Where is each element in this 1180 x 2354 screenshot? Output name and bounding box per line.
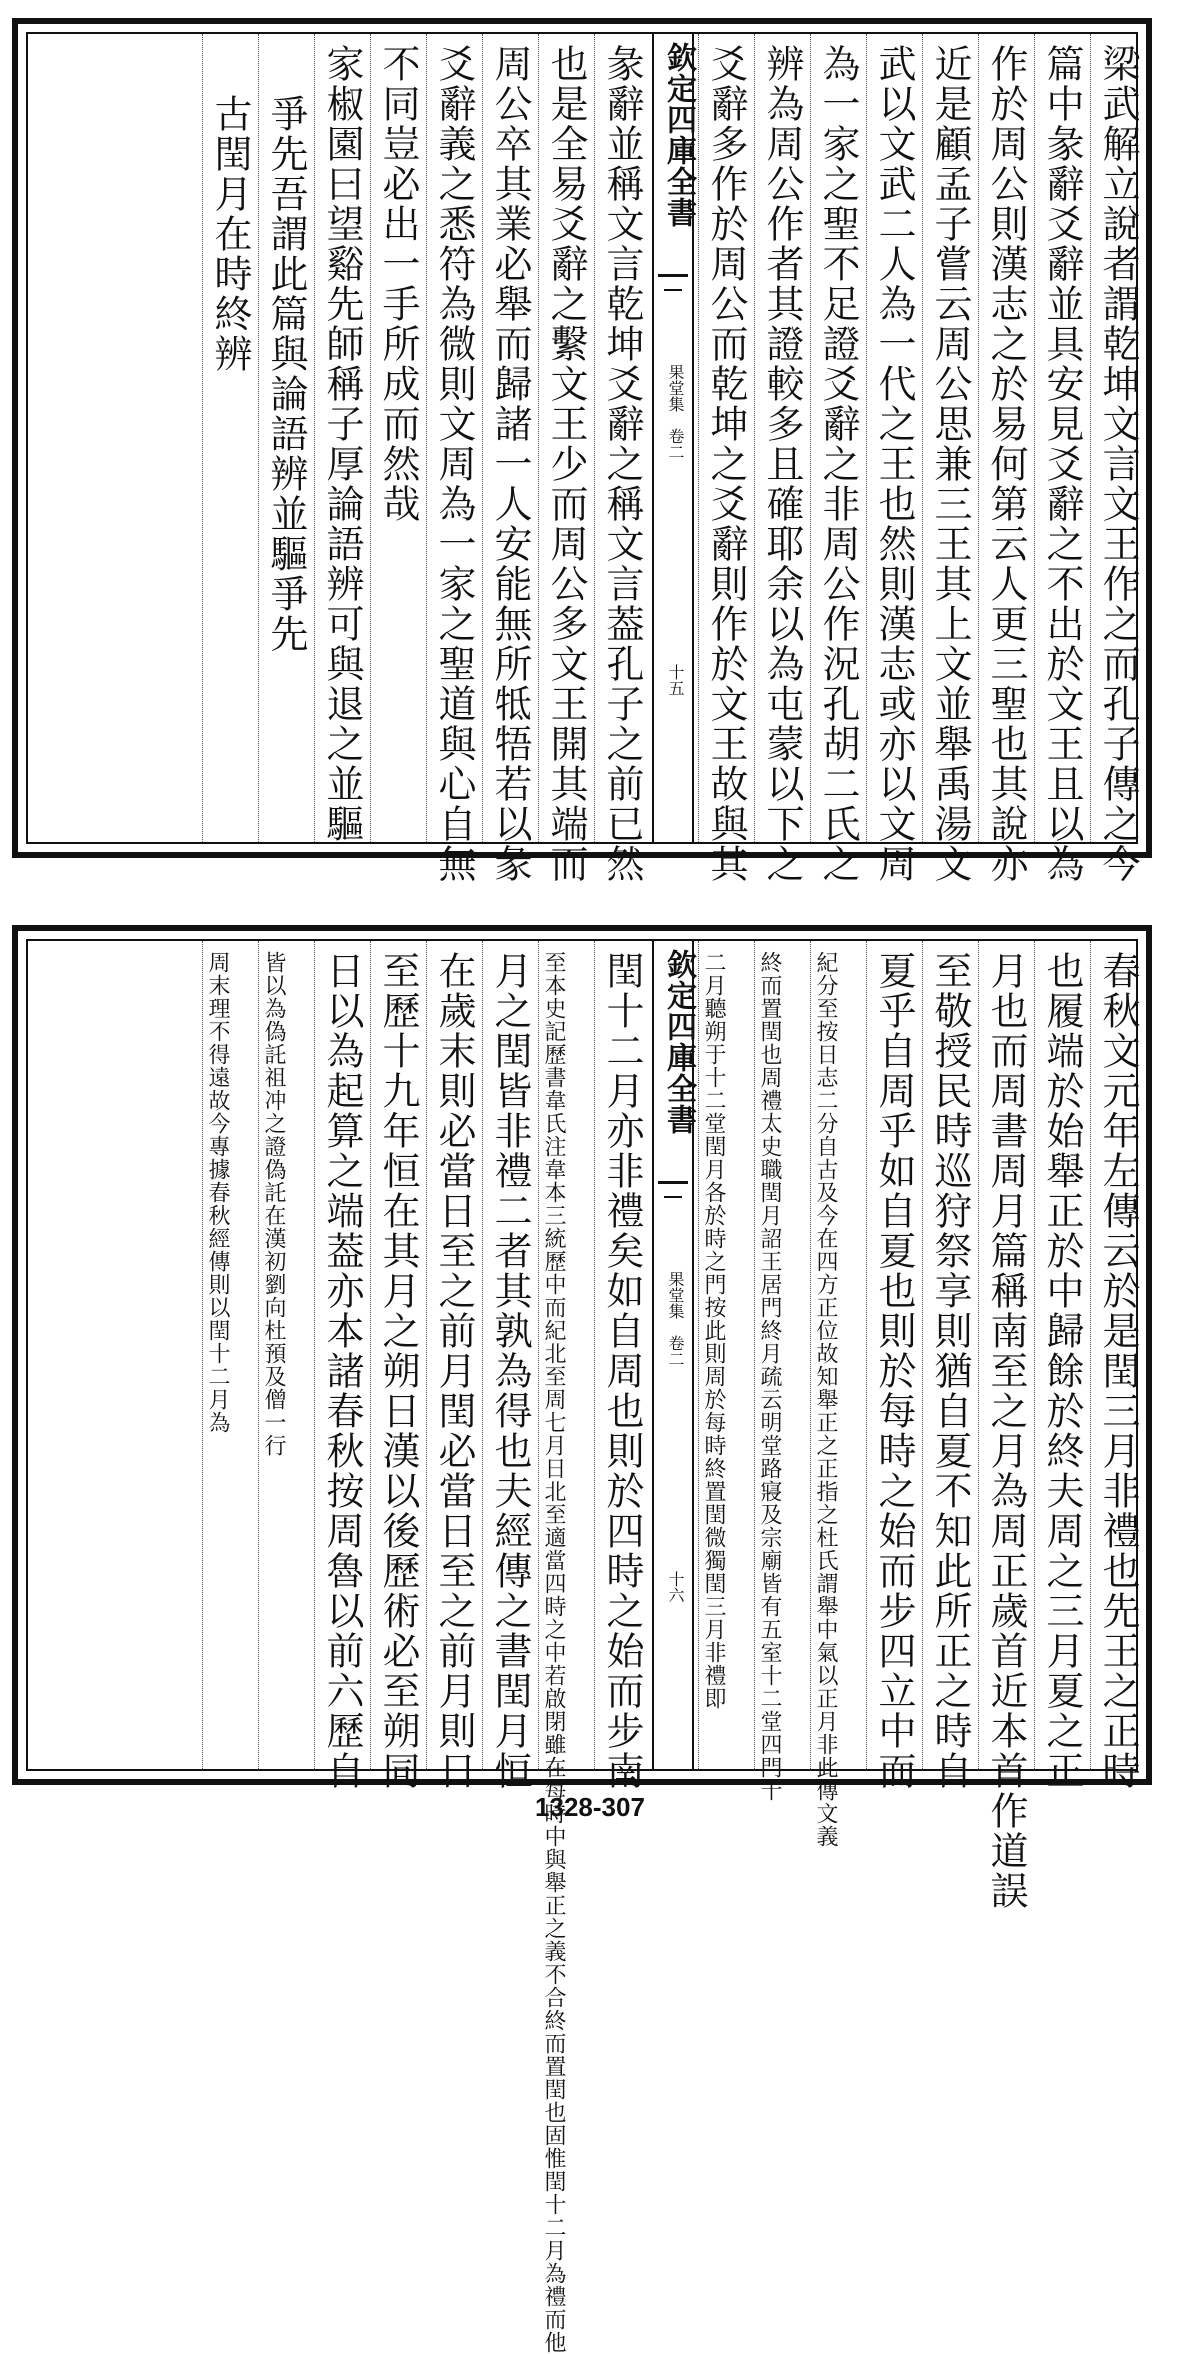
text-column — [978, 941, 1032, 1911]
text-column — [1034, 34, 1088, 884]
column-text: 皆以為偽託祖冲之證偽託在漢初劉向杜預及僧一行 — [261, 951, 286, 1457]
text-column — [314, 941, 368, 1791]
column-text: 周末理不得遠故今專據春秋經傳則以閏十二月為 — [205, 951, 230, 1434]
text-column — [426, 941, 480, 1791]
center-strip — [652, 34, 694, 842]
column-text: 至歷十九年恒在其月之朔日漢以後歷術必至朔同 — [376, 951, 420, 1791]
column-text: 也是全易爻辭之繫文王少而周公多文王開其端而 — [544, 44, 588, 884]
column-text: 爻辭多作於周公而乾坤之爻辭則作於文王故與其 — [704, 44, 748, 884]
fish-tail-mark — [658, 1181, 688, 1202]
column-text: 紀分至按日志二分自古及今在四方正位故知舉正之正指之杜氏謂舉中氣以正月非此傳文義 — [813, 951, 838, 1848]
text-column — [594, 34, 648, 884]
column-text: 也履端於始舉正於中歸餘於終夫周之三月夏之正 — [1040, 951, 1084, 1791]
text-column — [866, 941, 920, 1791]
text-column — [314, 34, 368, 842]
text-column — [810, 34, 864, 884]
column-text: 日以為起算之端葢亦本諸春秋按周魯以前六歷自 — [320, 951, 364, 1791]
text-column — [754, 941, 808, 1802]
text-column — [538, 34, 592, 884]
text-column — [922, 34, 976, 884]
column-text: 至敬授民時巡狩祭享則猶自夏不知此所正之時自 — [928, 951, 972, 1791]
column-text: 夏乎自周乎如自夏也則於每時之始而步四立中而 — [872, 951, 916, 1791]
column-text: 閏十二月亦非禮矣如自周也則於四時之始而步南 — [600, 951, 644, 1791]
column-text: 月也而周書周月篇稱南至之月為周正歲首近本首作道誤 — [984, 951, 1028, 1911]
column-text: 爻辭義之悉符為微則文周為一家之聖道與心自無 — [432, 44, 476, 884]
library-title: 欽定四庫全書 — [661, 42, 696, 228]
fish-tail-mark — [658, 274, 688, 295]
text-column — [482, 34, 536, 884]
top-page-frame — [26, 32, 1140, 884]
text-column — [258, 34, 312, 842]
text-column — [922, 941, 976, 1791]
column-text: 周公卒其業必舉而歸諸一人安能無所牴牾若以彖 — [488, 44, 532, 884]
text-column — [202, 34, 256, 842]
text-column — [1034, 941, 1088, 1791]
text-column — [754, 34, 808, 884]
column-text: 彖辭並稱文言乾坤爻辭之稱文言葢孔子之前已然 — [600, 44, 644, 884]
library-title: 欽定四庫全書 — [661, 949, 696, 1135]
text-column — [594, 941, 648, 1791]
page-footer-number: 1328-307 — [535, 1792, 645, 1822]
text-column — [1090, 941, 1144, 1791]
page-number: 十五 — [666, 664, 685, 696]
column-text: 至本史記歷書韋氏注韋本三統歷中而紀北至周七月日北至適當四時之中若啟閉雖在每時中與舉正之義不合終而置閏也固惟閏十二月為禮而他 — [541, 951, 566, 2354]
column-text: 近是顧孟子嘗云周公思兼三王其上文並舉禹湯文 — [928, 44, 972, 884]
column-text: 終而置閏也周禮太史職閏月詔王居門終月疏云明堂路寢及宗廟皆有五室十二堂四門十 — [757, 951, 782, 1802]
column-text: 篇中彖辭爻辭並具安見爻辭之不出於文王且以為 — [1040, 44, 1084, 884]
book-title: 果堂集 卷二 — [666, 364, 685, 460]
column-text: 古閏月在時終辨 — [208, 94, 252, 374]
text-column — [370, 34, 424, 842]
column-text: 梁武解立說者謂乾坤文言文王作之而孔子傳之今 — [1096, 44, 1140, 884]
text-column — [202, 941, 256, 1769]
column-text: 二月聽朔于十二堂閏月各於時之門按此則周於每時終置閏微獨閏三月非禮即 — [701, 951, 726, 1710]
column-text: 為一家之聖不足證爻辭之非周公作況孔胡二氏之 — [816, 44, 860, 884]
text-column — [370, 941, 424, 1791]
text-column — [978, 34, 1032, 884]
column-text: 家椒園曰望谿先師稱子厚論語辨可與退之並驅 — [320, 44, 364, 844]
text-column — [810, 941, 864, 1848]
text-column — [538, 941, 592, 2354]
column-text: 辨為周公作者其證較多且確耶余以為屯蒙以下之 — [760, 44, 804, 884]
column-text: 作於周公則漢志之於易何第云人更三聖也其說亦 — [984, 44, 1028, 884]
column-text: 春秋文元年左傳云於是閏三月非禮也先王之正時 — [1096, 951, 1140, 1791]
text-column — [866, 34, 920, 884]
text-column — [698, 941, 752, 1769]
text-column — [426, 34, 480, 884]
column-text: 在歲末則必當日至之前月閏必當日至之前月則日 — [432, 951, 476, 1791]
column-text: 不同豈必出一手所成而然哉 — [376, 44, 420, 524]
text-column — [482, 941, 536, 1791]
text-column — [698, 34, 752, 884]
book-title: 果堂集 卷二 — [666, 1271, 685, 1367]
column-text: 月之閏皆非禮二者其孰為得也夫經傳之書閏月恒 — [488, 951, 532, 1791]
text-column — [258, 941, 312, 1769]
text-column — [1090, 34, 1144, 884]
center-strip — [652, 941, 694, 1769]
page-number: 十六 — [666, 1571, 685, 1603]
column-text: 武以文武二人為一代之王也然則漢志或亦以文周 — [872, 44, 916, 884]
column-text: 爭先吾謂此篇與論語辨並驅爭先 — [264, 94, 308, 654]
top-page — [12, 18, 1152, 884]
